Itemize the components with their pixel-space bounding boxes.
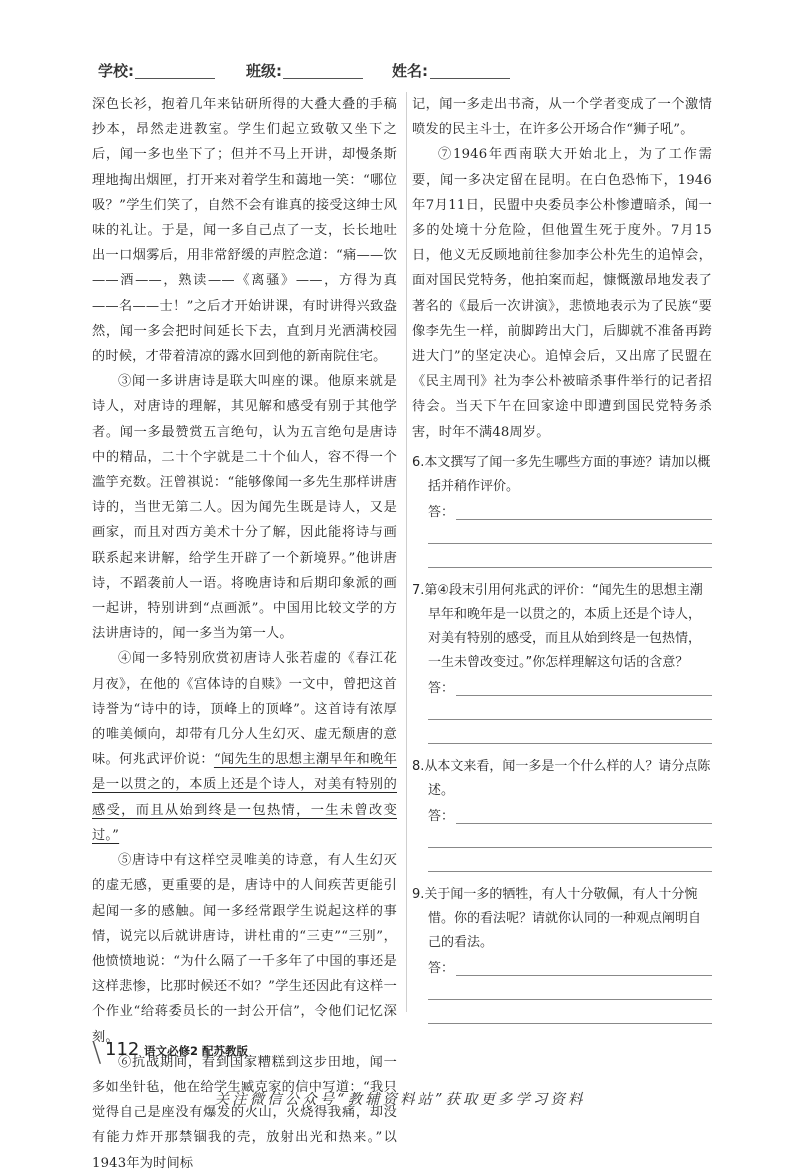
question-6-text: 6.本文撰写了闻一多先生哪些方面的事迹？请加以概括并稍作评价。 — [412, 454, 711, 494]
answer-line[interactable] — [428, 719, 712, 720]
paragraph-6-cont: 记，闻一多走出书斋，从一个学者变成了一个激情喷发的民主斗士，在许多公开场合作“狮子吼”。 — [412, 97, 712, 138]
question-7-text: 7.第④段末引用何兆武的评价：“闻先生的思想主潮早年和晚年是一以贯之的，本质上还是个诗人，对美有特别的感受，而且从始到终是一包热情，一生未曾改变过。”你怎样理解这句话的含意？ — [412, 582, 703, 670]
school-label: 学校: — [98, 62, 134, 80]
right-text-column — [412, 92, 712, 1029]
answer-line[interactable] — [428, 871, 712, 872]
answer-line[interactable] — [428, 567, 712, 568]
question-9-text: 9.关于闻一多的牺牲，有人十分敬佩，有人十分惋惜。你的看法呢？请就你认同的一种观点阐明自己的看法。 — [412, 886, 702, 950]
question-7 — [412, 579, 712, 749]
promo-notice: 关注微信公众号“教辅资料站”获取更多学习资料 — [214, 1092, 586, 1108]
paragraph-4-text: ④闻一多特别欣赏初唐诗人张若虚的《春江花月夜》，在他的《宫体诗的自赎》一文中，曾把这首诗誉为“诗中的诗，顶峰上的顶峰”。这首诗有浓厚的唯美倾向，却带有几分人生幻灭、虚无颓唐的意味。何兆武评价说： — [92, 651, 397, 768]
answer-line[interactable] — [456, 975, 712, 976]
column-divider — [406, 92, 407, 1012]
school-field[interactable] — [135, 78, 215, 79]
answer-label: 答： — [428, 960, 455, 976]
paragraph-5: ⑤唐诗中有这样空灵唯美的诗意，有人生幻灭的虚无感，更重要的是，唐诗中的人间疾苦更能引起闻一多的感触。闻一多经常跟学生说起这样的事情，说完以后就讲唐诗，讲杜甫的“三吏”“三别”，他愤愤地说：“为什么隔了一千多年了中国的事还是这样悲惨，比那时候还不如？”学生还因此有这样一个作业“给蒋委员长的一封公开信”，令他们记忆深刻。 — [92, 853, 397, 1045]
question-8-text: 8.从本文来看，闻一多是一个什么样的人？请分点陈述。 — [412, 758, 711, 798]
answer-label: 答： — [428, 808, 455, 824]
answer-line[interactable] — [428, 743, 712, 744]
paragraph-3: ③闻一多讲唐诗是联大叫座的课。他原来就是诗人，对唐诗的理解，其见解和感受有别于其他学者。闻一多最赞赏五言绝句，认为五言绝句是唐诗中的精品，二十个字就是二十个仙人，容不得一个滥竽充数。汪曾祺说：“能够像闻一多先生那样讲唐诗的，当世无第二人。因为闻先生既是诗人，又是画家，而且对西方美术十分了解，因此能将诗与画联系起来讲解，给学生开辟了一个新境界。”他讲唐诗，不蹈袭前人一语。将晚唐诗和后期印象派的画一起讲，特别讲到“点画派”。中国用比较文学的方法讲唐诗的，闻一多当为第一人。 — [92, 374, 397, 642]
answer-area-8[interactable] — [412, 805, 712, 877]
answer-line[interactable] — [456, 695, 712, 696]
answer-line[interactable] — [428, 543, 712, 544]
question-8 — [412, 755, 712, 877]
answer-line[interactable] — [456, 823, 712, 824]
book-title: 语文必修2 配苏教版 — [144, 1044, 249, 1058]
answer-label: 答： — [428, 680, 455, 696]
class-field[interactable] — [283, 78, 363, 79]
answer-label: 答： — [428, 504, 455, 520]
question-9 — [412, 883, 712, 1029]
answer-line[interactable] — [428, 1023, 712, 1024]
slash-mark: \ — [92, 1035, 102, 1068]
answer-area-6[interactable] — [412, 501, 712, 573]
name-header — [90, 52, 730, 92]
answer-area-7[interactable] — [412, 677, 712, 749]
paragraph-2-cont: 深色长衫，抱着几年来钻研所得的大叠大叠的手稿抄本，昂然走进教室。学生们起立致敬又坐下之后，闻一多也坐下了；但并不马上开讲，却慢条斯理地掏出烟匣，打开来对着学生和蔼地一笑：“哪位吸？”学生们笑了，自然不会有谁真的接受这绅士风味的礼让。于是，闻一多自己点了一支，长长地吐出一口烟雾后，用非常舒缓的声腔念道：“痛——饮——酒——，熟读——《离骚》——，方得为真——名——士！”之后才开始讲课，有时讲得兴致盎然，闻一多会把时间延长下去，直到月光洒满校园的时候，才带着清凉的露水回到他的新南院住宅。 — [92, 97, 397, 365]
underlined-quote: “闻先生的思想主潮早年和晚年是一以贯之的，本质上还是个诗人，对美有特别的感受，而且从始到终是一包热情，一生未曾改变过。” — [92, 752, 397, 843]
name-label: 姓名: — [392, 62, 428, 80]
paragraph-4 — [92, 646, 397, 848]
paragraph-6: ⑥抗战期间，看到国家糟糕到这步田地，闻一多如坐针毡，他在给学生臧克家的信中写道：“我只觉得自己是座没有爆发的火山，火烧得我痛，却没有能力炸开那禁锢我的壳，放射出光和热来。”以1943年为时间标 — [92, 1054, 397, 1171]
page-number: 112 — [105, 1039, 140, 1060]
answer-line[interactable] — [428, 847, 712, 848]
question-6 — [412, 451, 712, 573]
class-label: 班级: — [246, 62, 282, 80]
answer-line[interactable] — [456, 519, 712, 520]
answer-area-9[interactable] — [412, 957, 712, 1029]
paragraph-7: ⑦1946年西南联大开始北上，为了工作需要，闻一多决定留在昆明。在白色恐怖下，1946年7月11日，民盟中央委员李公朴惨遭暗杀，闻一多的处境十分危险，但他置生死于度外。7月15日，他义无反顾地前往参加李公朴先生的追悼会，面对国民党特务，他拍案而起，慷慨激昂地发表了著名的《最后一次讲演》，悲愤地表示为了民族“要像李先生一样，前脚跨出大门，后脚就不准备再跨进大门”的坚定决心。追悼会后，又出席了民盟在《民主周刊》社为李公朴被暗杀事件举行的记者招待会。当天下午在回家途中即遭到国民党特务杀害，时年不满48周岁。 — [412, 147, 712, 440]
left-text-column — [92, 92, 397, 1176]
name-field[interactable] — [430, 78, 510, 79]
answer-line[interactable] — [428, 999, 712, 1000]
